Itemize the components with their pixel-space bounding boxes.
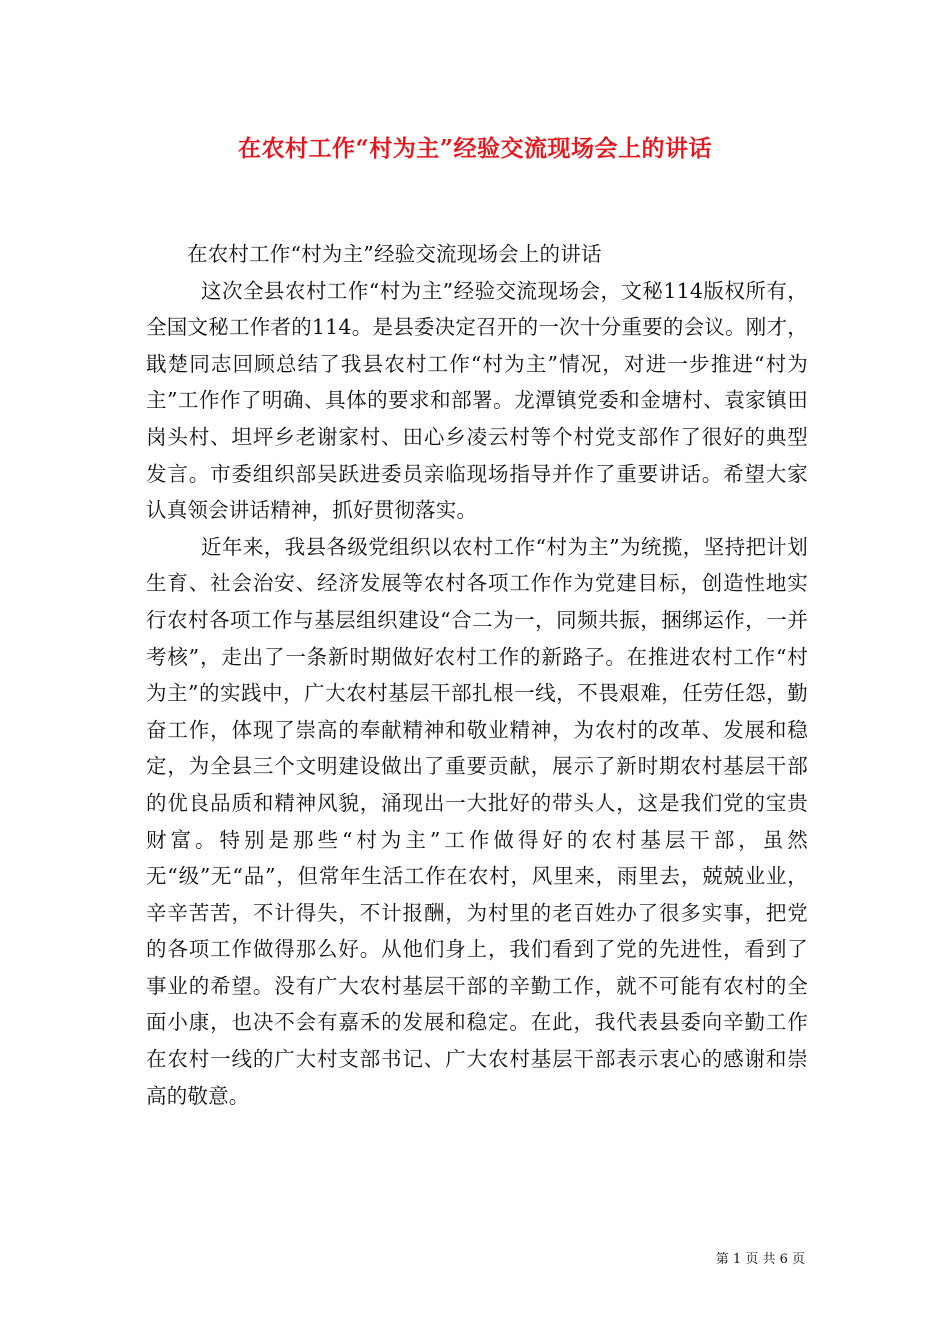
body-paragraph-subtitle: 在农村工作“村为主”经验交流现场会上的讲话 <box>187 242 602 266</box>
document-title: 在农村工作“村为主”经验交流现场会上的讲话 <box>238 135 712 162</box>
document-body <box>146 236 808 1114</box>
body-paragraph: 这次全县农村工作“村为主”经验交流现场会，文秘114版权所有，全国文秘工作者的114。是县委决定召开的一次十分重要的会议。刚才，戢楚同志回顾总结了我县农村工作“村为主”情况，对进一步推进“村为主”工作作了明确、具体的要求和部署。龙潭镇党委和金塘村、袁家镇田岗头村、坦坪乡老谢家村、田心乡凌云村等个村党支部作了很好的典型发言。市委组织部吴跃进委员亲临现场指导并作了重要讲话。希望大家认真领会讲话精神，抓好贯彻落实。 <box>146 278 808 523</box>
page-number-footer: 第 1 页 共 6 页 <box>715 1252 805 1267</box>
body-paragraph: 近年来，我县各级党组织以农村工作“村为主”为统揽，坚持把计划生育、社会治安、经济发展等农村各项工作作为党建目标，创造性地实行农村各项工作与基层组织建设“合二为一，同频共振，捆绑运作，一并考核”，走出了一条新时期做好农村工作的新路子。在推进农村工作“村为主”的实践中，广大农村基层干部扎根一线，不畏艰难，任劳任怨，勤奋工作，体现了崇高的奉献精神和敬业精神，为农村的改革、发展和稳定，为全县三个文明建设做出了重要贡献，展示了新时期农村基层干部的优良品质和精神风貌，涌现出一大批好的带头人，这是我们党的宝贵财富。特别是那些“村为主”工作做得好的农村基层干部，虽然无“级”无“品”，但常年生活工作在农村，风里来，雨里去，兢兢业业，辛辛苦苦，不计得失，不计报酬，为村里的老百姓办了很多实事，把党的各项工作做得那么好。从他们身上，我们看到了党的先进性，看到了事业的希望。没有广大农村基层干部的辛勤工作，就不可能有农村的全面小康，也决不会有嘉禾的发展和稳定。在此，我代表县委向辛勤工作在农村一线的广大村支部书记、广大农村基层干部表示衷心的感谢和崇高的敬意。 <box>146 534 808 1108</box>
